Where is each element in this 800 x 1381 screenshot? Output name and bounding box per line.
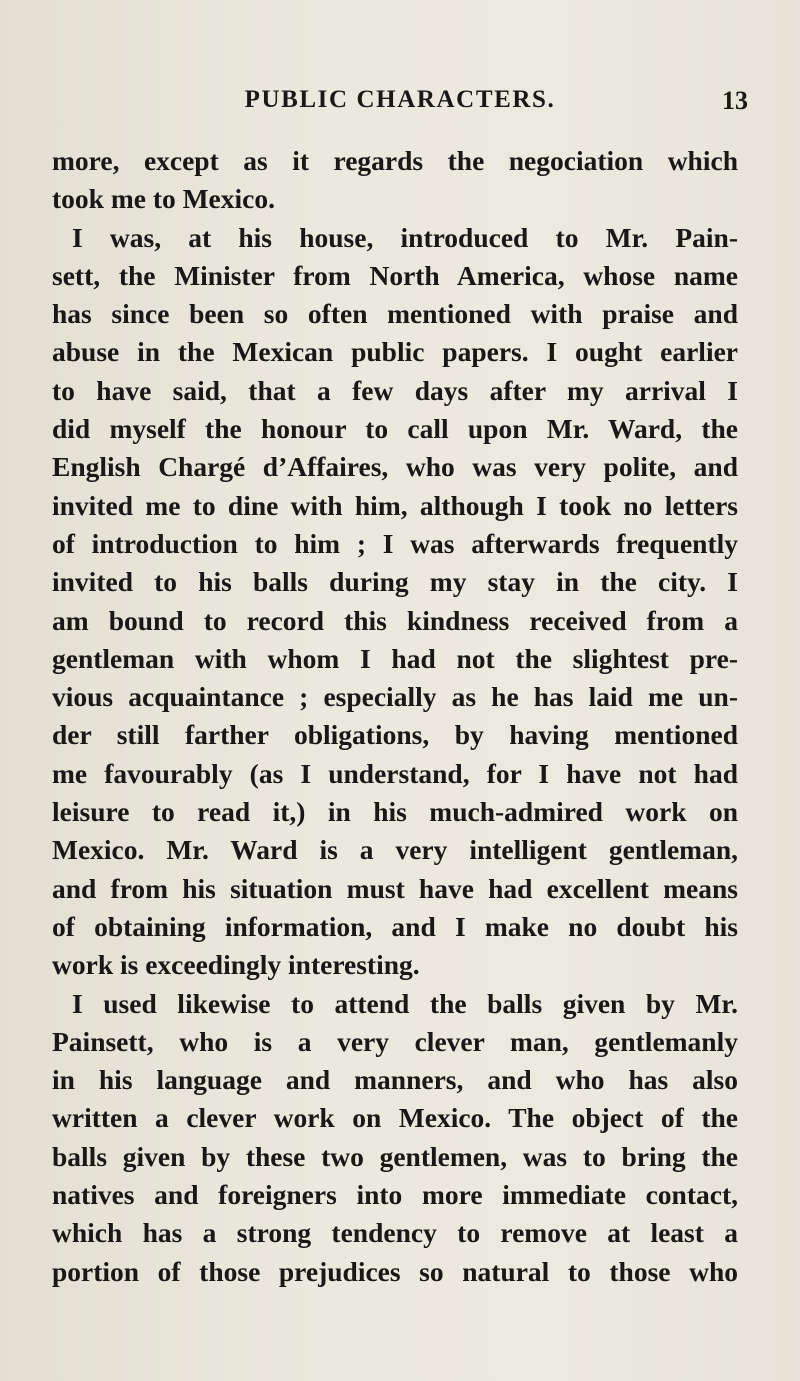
text-line: gentleman with whom I had not the slightest pre- [52,642,738,674]
running-title: PUBLIC CHARACTERS. [244,86,556,113]
text-line: am bound to record this kindness received from a [52,604,738,636]
text-line: I was, at his house, introduced to Mr. Pain- [72,221,738,253]
text-line: written a clever work on Mexico. The object of the [52,1102,738,1134]
text-line: Mexico. Mr. Ward is a very intelligent gentleman, [52,834,738,866]
text-line: which has a strong tendency to remove at least a [52,1217,738,1249]
body-text [52,142,738,1291]
text-line: I used likewise to attend the balls given by Mr. [72,987,738,1019]
text-line: me favourably (as I understand, for I have not had [52,757,738,789]
text-line: work is exceedingly interesting. [52,949,420,981]
text-line: portion of those prejudices so natural to those who [52,1255,738,1287]
text-line: of obtaining information, and I make no doubt his [52,910,738,942]
text-line: and from his situation must have had excellent means [52,872,738,904]
text-line: leisure to read it,) in his much-admired work on [52,796,738,828]
page-number: 13 [722,86,748,115]
text-line: der still farther obligations, by having mentioned [52,719,738,751]
text-line: invited to his balls during my stay in the city. I [52,566,738,598]
text-line: more, except as it regards the negociation which [52,145,738,176]
text-line: English Chargé d’Affaires, who was very polite, and [52,451,738,483]
text-line: Painsett, who is a very clever man, gentlemanly [52,1025,738,1057]
text-line: to have said, that a few days after my arrival I [52,374,738,406]
text-line: invited me to dine with him, although I took no letters [52,489,738,521]
running-head [0,86,800,116]
text-line: has since been so often mentioned with praise and [52,298,738,330]
text-line: balls given by these two gentlemen, was to bring the [52,1140,738,1172]
text-line: vious acquaintance ; especially as he has laid me un- [52,681,738,713]
text-line: abuse in the Mexican public papers. I ought earlier [52,336,738,368]
text-line: natives and foreigners into more immediate contact, [52,1179,738,1211]
text-line: of introduction to him ; I was afterwards frequently [52,527,738,559]
text-line: sett, the Minister from North America, whose name [52,259,738,291]
text-line: took me to Mexico. [52,183,275,215]
text-line: in his language and manners, and who has also [52,1064,738,1096]
text-line: did myself the honour to call upon Mr. Ward, the [52,413,738,445]
